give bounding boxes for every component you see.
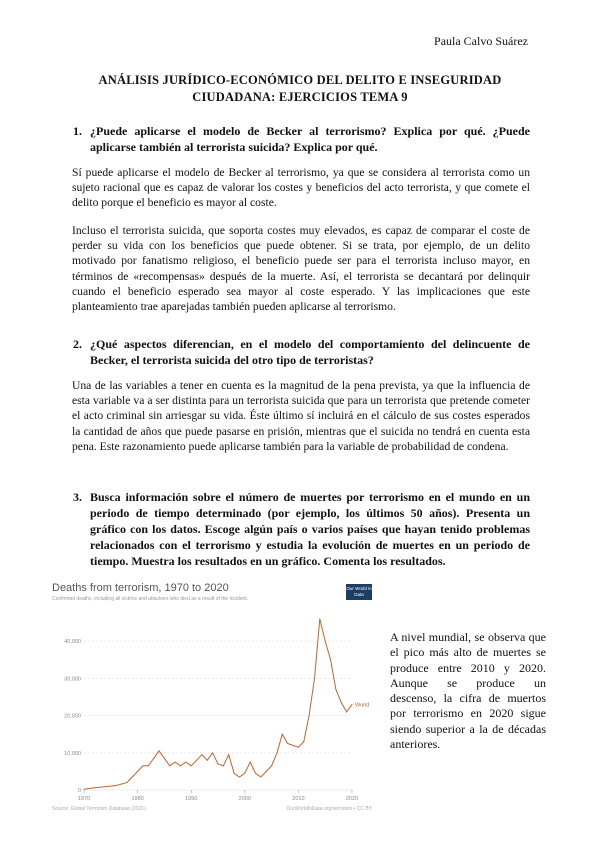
y-tick-label: 0 [77,788,81,794]
document-title [60,72,540,106]
question-2 [73,336,530,368]
data-point [276,752,277,753]
y-tick-label: 20,000 [64,713,81,720]
x-tick-label: 2010 [292,796,305,802]
data-point [207,760,208,761]
data-point [94,787,95,788]
data-point [126,782,127,783]
data-point [271,765,272,766]
data-point [105,786,106,787]
y-tick-label: 30,000 [64,676,81,683]
data-point [255,773,256,774]
data-point [148,765,149,766]
y-tick-label: 40,000 [64,639,81,646]
data-point [201,754,202,755]
answer-2-paragraph-1: Una de las variables a tener en cuenta es la magnitud de la pena prevista, ya que la influencia de esta variable va a ser distinta para un terrorista suicida que para un terrorista que pretende cometer el acto criminal sin arriesgar su vida. Éste último sí incluirá en el cálculo de sus costes esperados la cantidad de años que puede pasarse en prisión, mientras que el suicida no tendrá en cuenta esta pena. Este razonamiento puede aplicarse también para la variable de probabilidad de condena. [72,379,530,453]
question-number: 2. [73,337,82,351]
data-point [319,618,320,619]
data-point [309,715,310,716]
question-text: Busca información sobre el número de muertes por terrorismo en el mundo en un periodo de tiempo determinado (por ejemplo, los últimos 50 años). Presenta un gráfico con los datos. Escoge algún país o varios países que hayan tenido problemas relacionados con el terrorismo y estudia la evolución de muertes en un periodo de tiempo. Muestra los resultados en un gráfico. Comenta los resultados. [90,490,530,568]
data-point [164,758,165,759]
chart-license: OurWorldInData.org/terrorism • CC BY [286,806,372,812]
data-point [314,678,315,679]
question-text: ¿Qué aspectos diferencian, en el modelo del comportamiento del delincuente de Becker, el terrorista suicida del otro tipo de terroristas? [90,337,530,367]
data-point [346,711,347,712]
data-point [335,689,336,690]
question-text: ¿Puede aplicarse el modelo de Becker al terrorismo? Explica por qué. ¿Puede aplicarse también al terrorista suicida? Explica por qué. [90,124,530,154]
data-point [341,702,342,703]
x-tick-label: 2020 [345,796,359,802]
data-point [330,659,331,660]
data-point [159,750,160,751]
x-tick-label: 1990 [185,796,198,802]
data-point [84,789,85,790]
data-point [282,734,283,735]
data-point [132,776,133,777]
data-point [169,765,170,766]
data-point [244,773,245,774]
question-1 [73,123,530,155]
question-number: 1. [73,124,82,138]
series-label: World [355,702,370,709]
y-tick-label: 10,000 [64,750,81,757]
data-point [153,758,154,759]
data-point [250,762,251,763]
x-tick-label: 2000 [238,796,251,802]
chart-source: Source: Global Terrorism Database (2021) [52,806,146,812]
deaths-chart [52,582,372,818]
data-point [175,762,176,763]
data-point [260,776,261,777]
owid-logo: Our World in Data [346,584,372,600]
data-point [239,776,240,777]
answer-3-comment: A nivel mundial, se observa que el pico más alto de muertes se produce entre 2010 y 2020. Aunque se produce un descenso, la cifra de muertos por terrorismo en 2020 sigue siendo superior a la de décadas anteriores. [390,630,546,752]
data-point [287,743,288,744]
question-3 [73,489,530,569]
data-point [223,765,224,766]
data-point [191,765,192,766]
data-point [352,704,353,705]
data-point [180,765,181,766]
data-point [234,773,235,774]
author-name: Paula Calvo Suárez [434,34,528,48]
data-point [298,747,299,748]
title-line-2: CIUDADANA: EJERCICIOS TEMA 9 [192,90,408,104]
data-point [185,762,186,763]
chart-plot [52,582,372,804]
chart-subtitle: Confirmed deaths, including all victims and attackers who died as a result of the incident. [52,596,249,602]
data-point [218,763,219,764]
data-point [325,641,326,642]
title-line-1: ANÁLISIS JURÍDICO-ECONÓMICO DEL DELITO E INSEGURIDAD [98,73,502,87]
answer-1-paragraph-1: Sí puede aplicarse el modelo de Becker al terrorismo, ya que se considera al terrorista como un sujeto racional que es capaz de valorar los costes y beneficios del acto terrorista, y que comete el delito porque el beneficio es mayor al coste. [72,166,530,210]
data-point [266,771,267,772]
data-point [196,760,197,761]
data-point [293,745,294,746]
data-point [116,785,117,786]
data-point [142,765,143,766]
answer-1-paragraph-2: Incluso el terrorista suicida, que soporta costes muy elevados, es capaz de comparar el coste de perder su vida con los beneficios que puede obtener. Si se trata, por ejemplo, de un delito motivado por fanatismo religioso, el beneficio puede ser para el terrorista incluso mayor, en términos de «recompensas» después de la muerte. Así, el terrorista se decantará por delinquir cuando el beneficio esperado sea mayor al coste esperado. Y las implicaciones que este planteamiento trae aparejadas también pueden aplicarse al terrorismo. [72,224,530,314]
data-point [303,741,304,742]
data-point [212,752,213,753]
data-point [137,771,138,772]
chart-title: Deaths from terrorism, 1970 to 2020 [52,582,229,594]
question-number: 3. [73,490,82,504]
x-tick-label: 1980 [131,796,144,802]
x-tick-label: 1970 [77,796,91,802]
data-point [228,754,229,755]
